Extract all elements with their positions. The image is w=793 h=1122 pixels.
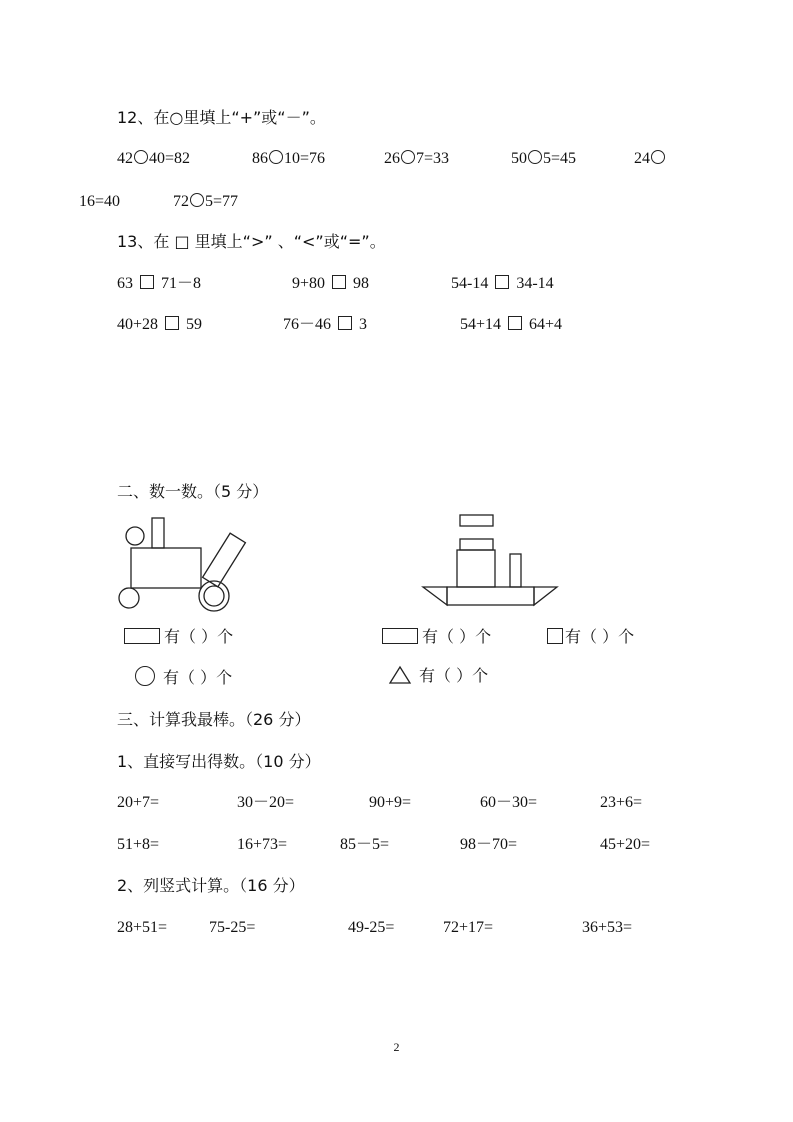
vcalc-2: 75-25= (209, 919, 256, 936)
ship-upper-block (460, 539, 493, 550)
q13-r1-item-3 (451, 274, 554, 294)
count-rect-right (382, 627, 491, 647)
ship-cabin (457, 550, 495, 587)
rectangle-icon (124, 628, 160, 644)
q13-r1-item-1-right: 71－8 (161, 275, 202, 292)
q12-item-5 (634, 149, 666, 169)
blank-box[interactable] (338, 316, 352, 330)
count-circle (135, 666, 232, 688)
blank-circle[interactable] (401, 150, 415, 164)
blank-box[interactable] (140, 275, 154, 289)
blank-circle[interactable] (269, 150, 283, 164)
count-square (547, 627, 634, 647)
q13-title: 13、在 □ 里填上“>” 、“<”或“=”。 (117, 232, 386, 251)
q13-r1-item-2-left: 9+80 (292, 275, 326, 292)
count-circle-text[interactable]: 有（ ）个 (163, 668, 233, 687)
q12-item-2-right: 10=76 (284, 150, 326, 167)
calc-r2-3: 85－5= (340, 836, 390, 853)
ship-mast (510, 554, 521, 587)
section3-sub1-title: 1、直接写出得数。（10 分） (117, 752, 321, 771)
calc-r1-4: 60－30= (480, 794, 538, 811)
count-triangle-text[interactable]: 有（ ）个 (419, 666, 489, 685)
ship-top-flag (460, 515, 493, 526)
q12-item-6-right: 5=77 (205, 193, 239, 210)
q13-r2-item-3 (460, 315, 562, 335)
calc-r1-1: 20+7= (117, 794, 160, 811)
calc-r2-1: 51+8= (117, 836, 160, 853)
tractor-chimney (152, 518, 164, 548)
q13-r2-item-1 (117, 315, 202, 335)
rectangle-icon (382, 628, 418, 644)
ship-hull (447, 587, 534, 605)
calc-r1-2: 30－20= (237, 794, 295, 811)
q13-r1-item-3-right: 34-14 (516, 275, 554, 292)
calc-r2-2: 16+73= (237, 836, 288, 853)
blank-circle[interactable] (190, 193, 204, 207)
q12-item-3-right: 7=33 (416, 150, 450, 167)
calc-r2-4: 98－70= (460, 836, 518, 853)
tractor-arm (203, 533, 246, 587)
ship-figure (420, 512, 560, 612)
q13-r1-item-2 (292, 274, 369, 294)
page-number: 2 (393, 1040, 400, 1054)
vcalc-4: 72+17= (443, 919, 494, 936)
q12-item-1-right: 40=82 (149, 150, 191, 167)
q12-item-5-wrap (79, 192, 120, 212)
tractor-chimney-circle (126, 527, 144, 545)
section3-title: 三、计算我最棒。（26 分） (117, 710, 311, 729)
section3-sub2-title: 2、列竖式计算。（16 分） (117, 876, 305, 895)
q13-r1-item-1-left: 63 (117, 275, 133, 292)
triangle-icon (389, 666, 411, 684)
blank-box[interactable] (495, 275, 509, 289)
q12-item-4-right: 5=45 (543, 150, 577, 167)
count-rect-left (124, 627, 233, 647)
q13-r2-item-2-right: 3 (359, 316, 368, 333)
q12-item-2-left: 86 (252, 150, 268, 167)
vcalc-3: 49-25= (348, 919, 395, 936)
q12-item-1 (117, 149, 190, 169)
count-rect-right-text[interactable]: 有（ ）个 (422, 627, 492, 646)
count-triangle (389, 666, 488, 686)
q12-item-6-left: 72 (173, 193, 189, 210)
calc-r1-3: 90+9= (369, 794, 412, 811)
blank-box[interactable] (332, 275, 346, 289)
ship-left-bow (423, 587, 447, 605)
calc-r1-5: 23+6= (600, 794, 643, 811)
q13-r1-item-3-left: 54-14 (451, 275, 489, 292)
calc-r2-5: 45+20= (600, 836, 651, 853)
q13-r2-item-2-left: 76－46 (283, 316, 332, 333)
blank-box[interactable] (165, 316, 179, 330)
q13-r2-item-3-right: 64+4 (529, 316, 563, 333)
circle-icon (135, 666, 155, 686)
tractor-front-wheel (119, 588, 139, 608)
square-icon (547, 628, 563, 644)
q12-item-5-right: 16=40 (79, 193, 121, 210)
q13-r2-item-2 (283, 315, 367, 335)
count-square-text[interactable]: 有（ ）个 (565, 627, 635, 646)
q12-item-1-left: 42 (117, 150, 133, 167)
q13-r2-item-1-right: 59 (186, 316, 203, 333)
q12-item-6 (173, 192, 238, 212)
q12-item-4 (511, 149, 576, 169)
q12-title: 12、在○里填上“+”或“－”。 (117, 108, 326, 127)
q12-item-3 (384, 149, 449, 169)
blank-circle[interactable] (651, 150, 665, 164)
q13-r2-item-1-left: 40+28 (117, 316, 159, 333)
count-rect-left-text[interactable]: 有（ ）个 (164, 627, 234, 646)
tractor-cab (131, 548, 201, 588)
blank-circle[interactable] (134, 150, 148, 164)
q13-r1-item-2-right: 98 (353, 275, 370, 292)
tractor-rear-wheel-inner (204, 586, 224, 606)
q12-item-3-left: 26 (384, 150, 400, 167)
q13-r2-item-3-left: 54+14 (460, 316, 502, 333)
blank-circle[interactable] (528, 150, 542, 164)
ship-right-bow (534, 587, 557, 605)
vcalc-5: 36+53= (582, 919, 633, 936)
q12-item-2 (252, 149, 325, 169)
tractor-figure (115, 512, 275, 612)
vcalc-1: 28+51= (117, 919, 168, 936)
section2-title: 二、数一数。（5 分） (117, 482, 269, 501)
q12-item-5-left: 24 (634, 150, 650, 167)
q12-item-4-left: 50 (511, 150, 527, 167)
blank-box[interactable] (508, 316, 522, 330)
q13-r1-item-1 (117, 274, 201, 294)
